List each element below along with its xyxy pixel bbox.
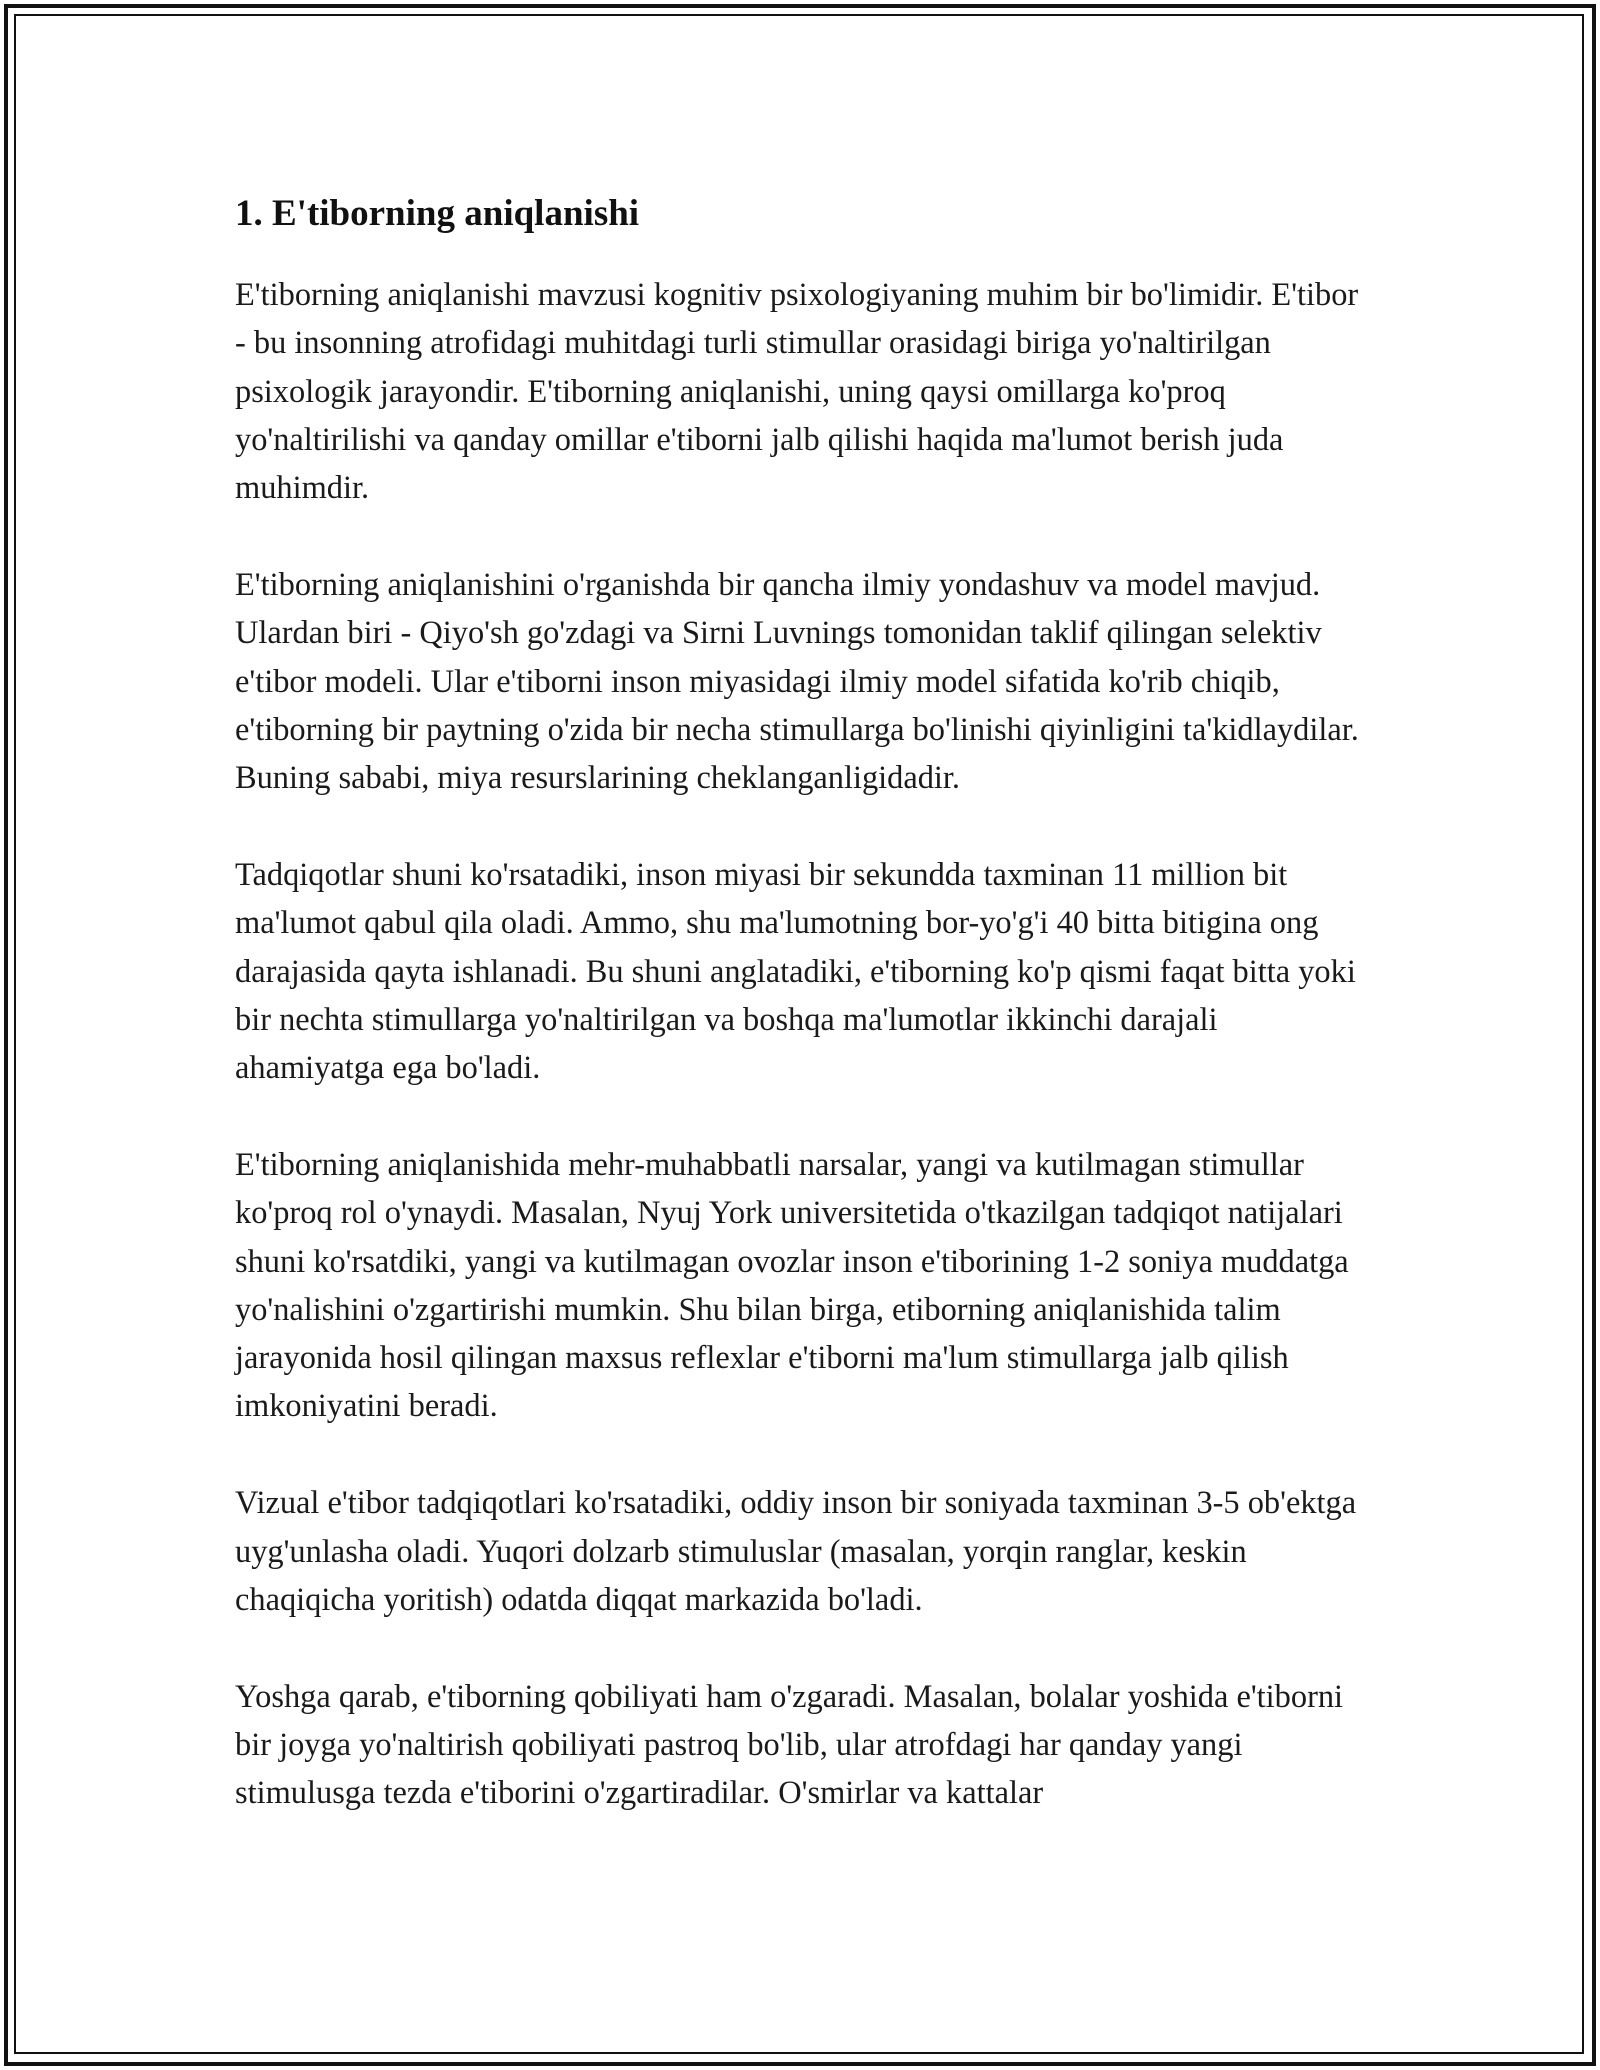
paragraph-1: E'tiborning aniqlanishi mavzusi kognitiv psixologiyaning muhim bir bo'limidir. E'tibor - bu insonning atrofidagi muhitdagi turli stimullar orasidagi biriga yo'naltirilgan psixologik jarayondir. E'tiborning aniqlanishi, uning qaysi omillarga ko'proq yo'naltirilishi va qanday omillar e'tiborni jalb qilishi haqida ma'lumot berish juda muhimdir. [235,277,1359,507]
paragraph-2: E'tiborning aniqlanishini o'rganishda bir qancha ilmiy yondashuv va model mavjud. Ulardan biri - Qiyo'sh go'zdagi va Sirni Luvnings tomonidan taklif qilingan selektiv e'tibor modeli. Ular e'tiborni inson miyasidagi ilmiy model sifatida ko'rib chiqib, e'tiborning bir paytning o'zida bir necha stimullarga bo'linishi qiyinligini ta'kidlaydilar. Buning sababi, miya resurslarining cheklanganligidadir. [235,566,1359,797]
paragraph-6: Yoshga qarab, e'tiborning qobiliyati ham o'zgaradi. Masalan, bolalar yoshida e'tiborni bir joyga yo'naltirish qobiliyati pastroq bo'lib, ular atrofdagi har qanday yangi stimulusga tezda e'tiborini o'zgartiradilar. O'smirlar va kattalar [235,1678,1344,1812]
paragraph-3: Tadqiqotlar shuni ko'rsatadiki, inson miyasi bir sekundda taxminan 11 million bit ma'lumot qabul qila oladi. Ammo, shu ma'lumotning bor-yo'g'i 40 bitta bitigina ong darajasida qayta ishlanadi. Bu shuni anglatadiki, e'tiborning ko'p qismi faqat bitta yoki bir nechta stimullarga yo'naltirilgan va boshqa ma'lumotlar ikkinchi darajali ahamiyatga ega bo'ladi. [235,856,1356,1087]
paragraph-5: Vizual e'tibor tadqiqotlari ko'rsatadiki, oddiy inson bir soniyada taxminan 3-5 ob'ektga uyg'unlasha oladi. Yuqori dolzarb stimuluslar (masalan, yorqin ranglar, keskin chaqiqicha yoritish) odatda diqqat markazida bo'ladi. [235,1485,1357,1618]
paragraph-4: E'tiborning aniqlanishida mehr-muhabbatli narsalar, yangi va kutilmagan stimullar ko'proq rol o'ynaydi. Masalan, Nyuj York universitetida o'tkazilgan tadqiqot natijalari shuni ko'rsatdiki, yangi va kutilmagan ovozlar inson e'tiborining 1-2 soniya muddatga yo'nalishini o'zgartirishi mumkin. Shu bilan birga, etiborning aniqlanishida talim jarayonida hosil qilingan maxsus reflexlar e'tiborni ma'lum stimullarga jalb qilish imkoniyatini beradi. [235,1146,1349,1425]
section-heading: 1. E'tiborning aniqlanishi [235,193,640,234]
document-body [235,185,1370,1866]
